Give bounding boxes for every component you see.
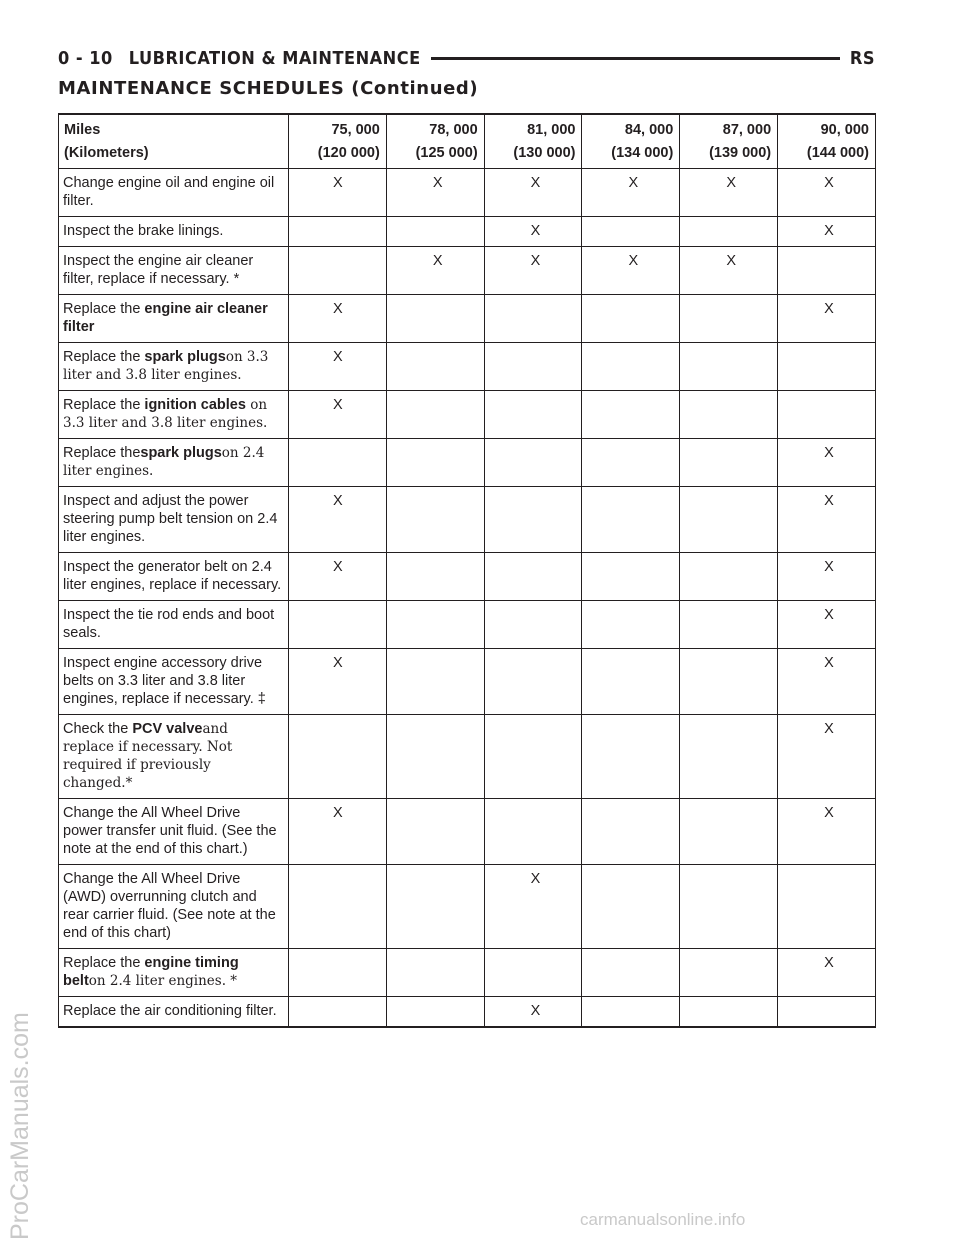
schedule-mark-cell: [778, 865, 876, 949]
schedule-mark-cell: [582, 649, 680, 715]
schedule-mark-cell: [582, 799, 680, 865]
schedule-mark-cell: [289, 865, 387, 949]
schedule-mark-cell: [386, 601, 484, 649]
page-header: [58, 44, 875, 72]
task-description-cell: [59, 949, 289, 997]
schedule-mark-cell: [484, 949, 582, 997]
task-description-cell: [59, 799, 289, 865]
schedule-mark: X: [333, 175, 343, 191]
schedule-mark-cell: [484, 439, 582, 487]
task-description-cell: [59, 649, 289, 715]
schedule-mark-cell: [680, 391, 778, 439]
task-text-bold: spark plugs: [140, 445, 222, 461]
schedule-mark: X: [333, 805, 343, 821]
page-subtitle: MAINTENANCE SCHEDULES (Continued): [58, 78, 479, 99]
table-body: [59, 169, 876, 1028]
schedule-mark-cell: [289, 343, 387, 391]
header-interval-cell: [778, 114, 876, 169]
schedule-mark-cell: [484, 997, 582, 1028]
interval-miles: 84, 000: [624, 122, 674, 138]
schedule-mark: X: [530, 871, 541, 887]
table-row: [59, 997, 876, 1028]
footer-url: carmanualsonline.info: [580, 1210, 746, 1229]
schedule-mark: X: [824, 655, 834, 671]
interval-km: (130 000): [513, 145, 576, 161]
task-text: Check the: [63, 721, 133, 737]
schedule-mark-cell: [680, 343, 778, 391]
schedule-mark-cell: [778, 649, 876, 715]
table-row: [59, 391, 876, 439]
interval-miles: 78, 000: [429, 122, 478, 138]
task-text-bold: engine air cleaner filter: [63, 301, 268, 335]
header-interval-cell: [484, 114, 582, 169]
maintenance-schedule-table: [58, 113, 876, 1028]
interval-km: (139 000): [709, 145, 772, 161]
interval-km: (125 000): [415, 145, 478, 161]
schedule-mark-cell: [778, 487, 876, 553]
table-row: [59, 343, 876, 391]
schedule-mark: X: [432, 175, 443, 191]
task-text: Replace the: [63, 397, 145, 413]
schedule-mark-cell: [386, 715, 484, 799]
schedule-mark-cell: [582, 343, 680, 391]
interval-miles: 87, 000: [722, 122, 772, 138]
table-row: [59, 487, 876, 553]
interval-km: (134 000): [611, 145, 674, 161]
interval-miles: 90, 000: [820, 122, 869, 138]
schedule-mark-cell: [289, 439, 387, 487]
schedule-mark-cell: [778, 799, 876, 865]
schedule-mark-cell: [386, 487, 484, 553]
task-text-bold: engine timing belt: [63, 955, 239, 989]
schedule-mark: X: [530, 223, 541, 239]
schedule-mark-cell: [680, 949, 778, 997]
schedule-mark-cell: [484, 247, 582, 295]
schedule-mark-cell: [582, 601, 680, 649]
schedule-mark: X: [530, 175, 541, 191]
schedule-mark: X: [432, 253, 443, 269]
schedule-mark-cell: [582, 949, 680, 997]
header-interval-cell: [289, 114, 387, 169]
schedule-mark-cell: [778, 715, 876, 799]
task-description-cell: [59, 169, 289, 217]
schedule-mark-cell: [778, 949, 876, 997]
header-interval-cell: [582, 114, 680, 169]
schedule-mark: X: [824, 223, 834, 239]
schedule-mark: X: [824, 805, 834, 821]
schedule-mark-cell: [582, 247, 680, 295]
schedule-mark: X: [824, 559, 834, 575]
schedule-mark-cell: [289, 247, 387, 295]
schedule-mark-cell: [484, 553, 582, 601]
schedule-mark-cell: [386, 295, 484, 343]
schedule-mark-cell: [386, 169, 484, 217]
interval-km: (144 000): [806, 145, 869, 161]
schedule-mark: X: [333, 301, 343, 317]
table-row: [59, 799, 876, 865]
schedule-mark-cell: [484, 295, 582, 343]
interval-miles: 81, 000: [527, 122, 576, 138]
task-text: Inspect and adjust the power steering pump belt tension on 2.4 liter engines.: [63, 493, 278, 545]
schedule-mark: X: [824, 301, 834, 317]
schedule-mark-cell: [484, 169, 582, 217]
schedule-mark-cell: [582, 553, 680, 601]
schedule-mark-cell: [289, 601, 387, 649]
task-text: Replace the: [63, 955, 145, 971]
schedule-mark-cell: [680, 601, 778, 649]
schedule-mark: X: [824, 445, 834, 461]
task-description-cell: [59, 343, 289, 391]
schedule-mark-cell: [386, 799, 484, 865]
schedule-mark-cell: [778, 169, 876, 217]
task-text: on 3.3 liter and 3.8 liter engines.: [63, 397, 268, 431]
section-title: LUBRICATION & MAINTENANCE: [128, 47, 421, 69]
task-text: Inspect the brake linings.: [63, 223, 224, 239]
schedule-mark-cell: [386, 343, 484, 391]
task-description-cell: [59, 487, 289, 553]
schedule-mark-cell: [778, 217, 876, 247]
schedule-mark-cell: [289, 217, 387, 247]
schedule-mark-cell: [484, 865, 582, 949]
schedule-mark-cell: [582, 997, 680, 1028]
schedule-mark: X: [530, 253, 541, 269]
schedule-mark-cell: [386, 391, 484, 439]
header-label-cell: [59, 114, 289, 169]
page-number: 0 - 10: [58, 47, 113, 69]
schedule-mark-cell: [680, 169, 778, 217]
task-description-cell: [59, 247, 289, 295]
schedule-mark-cell: [289, 799, 387, 865]
task-text: Replace the: [63, 445, 141, 461]
schedule-mark: X: [530, 1003, 541, 1019]
task-text: Inspect the tie rod ends and boot seals.: [63, 607, 275, 641]
table-row: [59, 865, 876, 949]
schedule-mark: X: [333, 559, 343, 575]
section-code: RS: [849, 47, 875, 69]
schedule-mark-cell: [289, 997, 387, 1028]
task-text: Change engine oil and engine oil filter.: [63, 175, 275, 209]
task-text: Replace the: [63, 301, 145, 317]
schedule-mark-cell: [386, 217, 484, 247]
schedule-mark: X: [726, 253, 736, 269]
schedule-mark-cell: [484, 649, 582, 715]
maintenance-table-wrapper: [58, 113, 875, 1028]
table-row: [59, 247, 876, 295]
schedule-mark: X: [333, 349, 343, 365]
schedule-mark-cell: [680, 247, 778, 295]
task-text: Replace the: [63, 349, 145, 365]
schedule-mark-cell: [582, 487, 680, 553]
schedule-mark: X: [726, 175, 736, 191]
schedule-mark-cell: [386, 997, 484, 1028]
watermark: ProCarManuals.com: [6, 1012, 34, 1240]
schedule-mark-cell: [680, 865, 778, 949]
schedule-mark-cell: [680, 715, 778, 799]
schedule-mark-cell: [778, 553, 876, 601]
schedule-mark-cell: [386, 553, 484, 601]
schedule-mark: X: [824, 955, 834, 971]
schedule-mark-cell: [778, 343, 876, 391]
interval-km: (120 000): [317, 145, 380, 161]
schedule-mark-cell: [484, 217, 582, 247]
table-row: [59, 715, 876, 799]
schedule-mark-cell: [386, 649, 484, 715]
task-description-cell: [59, 439, 289, 487]
schedule-mark-cell: [484, 343, 582, 391]
schedule-mark: X: [628, 253, 639, 269]
task-text: Change the All Wheel Drive (AWD) overrunning clutch and rear carrier fluid. (See note at the end of this chart): [63, 871, 276, 941]
task-text: on 2.4 liter engines. *: [88, 973, 238, 989]
task-text: and replace if necessary. Not required if previously changed.*: [63, 721, 233, 791]
schedule-mark-cell: [582, 715, 680, 799]
schedule-mark: X: [824, 607, 834, 623]
schedule-mark-cell: [680, 217, 778, 247]
interval-miles: 75, 000: [331, 122, 380, 138]
schedule-mark-cell: [484, 487, 582, 553]
task-text: Replace the air conditioning filter.: [63, 1003, 277, 1019]
schedule-mark: X: [824, 721, 834, 737]
schedule-mark-cell: [778, 247, 876, 295]
task-text-bold: spark plugs: [144, 349, 226, 365]
schedule-mark: X: [824, 175, 834, 191]
schedule-mark-cell: [484, 391, 582, 439]
schedule-mark-cell: [289, 169, 387, 217]
task-text: Inspect engine accessory drive belts on 3.3 liter and 3.8 liter engines, replace if necessary. ‡: [63, 655, 266, 707]
schedule-mark-cell: [386, 439, 484, 487]
schedule-mark-cell: [582, 295, 680, 343]
table-row: [59, 553, 876, 601]
schedule-mark: X: [628, 175, 639, 191]
schedule-mark-cell: [680, 799, 778, 865]
task-text: Change the All Wheel Drive power transfer unit fluid. (See the note at the end of this chart.): [63, 805, 277, 857]
schedule-mark-cell: [680, 439, 778, 487]
task-description-cell: [59, 715, 289, 799]
task-text-bold: ignition cables: [144, 397, 246, 413]
schedule-mark: X: [333, 397, 343, 413]
task-description-cell: [59, 601, 289, 649]
schedule-mark-cell: [582, 217, 680, 247]
task-text: Inspect the generator belt on 2.4 liter engines, replace if necessary.: [63, 559, 282, 593]
schedule-mark-cell: [582, 391, 680, 439]
schedule-mark-cell: [582, 169, 680, 217]
table-row: [59, 439, 876, 487]
schedule-mark-cell: [778, 439, 876, 487]
schedule-mark-cell: [289, 649, 387, 715]
schedule-mark-cell: [778, 295, 876, 343]
task-description-cell: [59, 997, 289, 1028]
task-description-cell: [59, 391, 289, 439]
schedule-mark-cell: [484, 601, 582, 649]
table-row: [59, 217, 876, 247]
schedule-mark-cell: [778, 391, 876, 439]
schedule-mark-cell: [289, 715, 387, 799]
schedule-mark-cell: [582, 865, 680, 949]
header-miles-label: Miles: [64, 122, 101, 138]
table-row: [59, 649, 876, 715]
task-description-cell: [59, 865, 289, 949]
table-row: [59, 169, 876, 217]
table-row: [59, 949, 876, 997]
schedule-mark-cell: [582, 439, 680, 487]
table-row: [59, 601, 876, 649]
schedule-mark-cell: [289, 487, 387, 553]
schedule-mark-cell: [680, 295, 778, 343]
schedule-mark-cell: [289, 553, 387, 601]
header-interval-cell: [680, 114, 778, 169]
task-text: Inspect the engine air cleaner filter, replace if necessary. *: [63, 253, 254, 287]
schedule-mark-cell: [289, 949, 387, 997]
table-header-row: [59, 114, 876, 169]
schedule-mark: X: [824, 493, 834, 509]
schedule-mark: X: [333, 493, 343, 509]
schedule-mark-cell: [289, 295, 387, 343]
task-text: on 3.3 liter and 3.8 liter engines.: [63, 349, 269, 383]
task-description-cell: [59, 295, 289, 343]
schedule-mark-cell: [778, 997, 876, 1028]
task-text: on 2.4 liter engines.: [63, 445, 265, 479]
header-interval-cell: [386, 114, 484, 169]
schedule-mark-cell: [680, 553, 778, 601]
task-text-bold: PCV valve: [132, 721, 203, 737]
header-rule: [431, 57, 840, 60]
task-description-cell: [59, 553, 289, 601]
schedule-mark-cell: [484, 799, 582, 865]
header-kilometers-label: (Kilometers): [64, 145, 149, 161]
schedule-mark-cell: [289, 391, 387, 439]
schedule-mark-cell: [680, 997, 778, 1028]
schedule-mark-cell: [778, 601, 876, 649]
schedule-mark-cell: [484, 715, 582, 799]
schedule-mark-cell: [386, 949, 484, 997]
schedule-mark-cell: [680, 649, 778, 715]
schedule-mark: X: [333, 655, 343, 671]
task-description-cell: [59, 217, 289, 247]
schedule-mark-cell: [386, 247, 484, 295]
schedule-mark-cell: [680, 487, 778, 553]
schedule-mark-cell: [386, 865, 484, 949]
table-row: [59, 295, 876, 343]
